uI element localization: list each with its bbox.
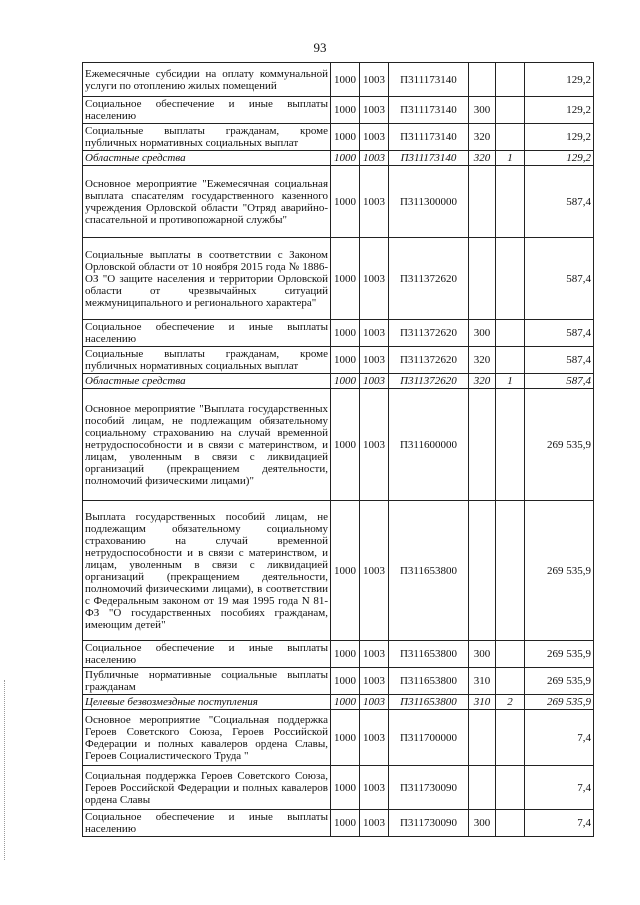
row-funding-source	[496, 766, 525, 810]
row-target-article: П311173140	[389, 97, 469, 124]
row-expense-type: 310	[469, 668, 496, 695]
row-amount: 587,4	[525, 320, 594, 347]
row-target-article: П311300000	[389, 166, 469, 238]
page-number: 93	[313, 40, 327, 55]
row-target-article: П311653800	[389, 501, 469, 641]
row-funding-source	[496, 501, 525, 641]
row-subsection-code: 1003	[360, 238, 389, 320]
row-target-article: П311653800	[389, 668, 469, 695]
row-section-code: 1000	[331, 238, 360, 320]
row-subsection-code: 1003	[360, 389, 389, 501]
row-expense-type	[469, 166, 496, 238]
row-expense-type	[469, 238, 496, 320]
row-amount: 269 535,9	[525, 668, 594, 695]
row-target-article: П311372620	[389, 238, 469, 320]
row-funding-source	[496, 63, 525, 97]
row-section-code: 1000	[331, 695, 360, 710]
table-row	[83, 166, 594, 238]
row-name: Социальное обеспечение и иные выплаты населению	[83, 810, 331, 837]
row-section-code: 1000	[331, 501, 360, 641]
row-target-article: П311730090	[389, 766, 469, 810]
table-row	[83, 97, 594, 124]
table-row	[83, 668, 594, 695]
row-funding-source: 2	[496, 695, 525, 710]
row-name: Целевые безвозмездные поступления	[83, 695, 331, 710]
row-name: Социальные выплаты гражданам, кроме публичных нормативных социальных выплат	[83, 347, 331, 374]
row-section-code: 1000	[331, 374, 360, 389]
row-section-code: 1000	[331, 124, 360, 151]
row-funding-source	[496, 710, 525, 766]
row-name: Социальная поддержка Героев Советского Союза, Героев Российской Федерации и полных кавалеров ордена Славы	[83, 766, 331, 810]
row-subsection-code: 1003	[360, 63, 389, 97]
row-target-article: П311653800	[389, 641, 469, 668]
row-section-code: 1000	[331, 668, 360, 695]
row-expense-type: 320	[469, 124, 496, 151]
row-section-code: 1000	[331, 641, 360, 668]
budget-table	[82, 62, 594, 837]
row-subsection-code: 1003	[360, 320, 389, 347]
row-funding-source: 1	[496, 151, 525, 166]
row-amount: 587,4	[525, 374, 594, 389]
row-target-article: П311700000	[389, 710, 469, 766]
table-row	[83, 766, 594, 810]
row-expense-type: 320	[469, 347, 496, 374]
table-row	[83, 374, 594, 389]
row-amount: 129,2	[525, 151, 594, 166]
table-row	[83, 641, 594, 668]
row-section-code: 1000	[331, 63, 360, 97]
row-subsection-code: 1003	[360, 151, 389, 166]
row-amount: 587,4	[525, 347, 594, 374]
row-subsection-code: 1003	[360, 641, 389, 668]
row-section-code: 1000	[331, 151, 360, 166]
row-funding-source	[496, 166, 525, 238]
row-name: Основное мероприятие "Выплата государственных пособий лицам, не подлежащим обязательному социальному страхованию на случай временной нетрудоспособности и в связи с материнством, и лицам, уволенным в связи с ликвидацией организаций (прекращением деятельности, полномочий физическими лицами)"	[83, 389, 331, 501]
row-section-code: 1000	[331, 97, 360, 124]
row-subsection-code: 1003	[360, 766, 389, 810]
row-expense-type: 300	[469, 641, 496, 668]
row-subsection-code: 1003	[360, 97, 389, 124]
table-row	[83, 810, 594, 837]
table-row	[83, 63, 594, 97]
table-row	[83, 695, 594, 710]
row-section-code: 1000	[331, 389, 360, 501]
row-name: Областные средства	[83, 374, 331, 389]
row-expense-type: 300	[469, 97, 496, 124]
row-expense-type	[469, 766, 496, 810]
row-amount: 269 535,9	[525, 641, 594, 668]
row-funding-source	[496, 238, 525, 320]
table-row	[83, 710, 594, 766]
row-target-article: П311372620	[389, 347, 469, 374]
table-row	[83, 124, 594, 151]
row-subsection-code: 1003	[360, 710, 389, 766]
row-funding-source	[496, 320, 525, 347]
row-name: Социальные выплаты гражданам, кроме публичных нормативных социальных выплат	[83, 124, 331, 151]
row-name: Социальные выплаты в соответствии с Законом Орловской области от 10 ноября 2015 года № 1886-ОЗ "О защите населения и территории Орловской области от чрезвычайных ситуаций межмуниципального и регионального характера"	[83, 238, 331, 320]
row-name: Социальное обеспечение и иные выплаты населению	[83, 97, 331, 124]
row-funding-source	[496, 97, 525, 124]
row-subsection-code: 1003	[360, 374, 389, 389]
row-expense-type	[469, 710, 496, 766]
row-section-code: 1000	[331, 347, 360, 374]
row-name: Публичные нормативные социальные выплаты гражданам	[83, 668, 331, 695]
row-section-code: 1000	[331, 320, 360, 347]
row-amount: 587,4	[525, 238, 594, 320]
row-expense-type: 320	[469, 374, 496, 389]
row-expense-type	[469, 389, 496, 501]
row-target-article: П311372620	[389, 320, 469, 347]
table-row	[83, 320, 594, 347]
row-amount: 7,4	[525, 766, 594, 810]
row-target-article: П311173140	[389, 63, 469, 97]
row-section-code: 1000	[331, 766, 360, 810]
row-section-code: 1000	[331, 710, 360, 766]
row-funding-source	[496, 389, 525, 501]
row-funding-source	[496, 668, 525, 695]
row-amount: 587,4	[525, 166, 594, 238]
row-target-article: П311653800	[389, 695, 469, 710]
row-section-code: 1000	[331, 166, 360, 238]
row-funding-source	[496, 810, 525, 837]
table-row	[83, 238, 594, 320]
row-subsection-code: 1003	[360, 166, 389, 238]
row-name: Социальное обеспечение и иные выплаты населению	[83, 320, 331, 347]
row-expense-type: 300	[469, 810, 496, 837]
row-target-article: П311173140	[389, 151, 469, 166]
row-subsection-code: 1003	[360, 124, 389, 151]
row-name: Основное мероприятие "Ежемесячная социальная выплата спасателям государственного казенного учреждения Орловской области "Отряд аварийно-спасательной и противопожарной службы"	[83, 166, 331, 238]
row-name: Основное мероприятие "Социальная поддержка Героев Советского Союза, Героев Российской Федерации и полных кавалеров ордена Славы, Героев Социалистического Труда "	[83, 710, 331, 766]
table-row	[83, 501, 594, 641]
row-subsection-code: 1003	[360, 810, 389, 837]
row-amount: 7,4	[525, 810, 594, 837]
row-expense-type: 300	[469, 320, 496, 347]
scan-margin-marks	[4, 680, 11, 860]
row-amount: 129,2	[525, 97, 594, 124]
row-amount: 129,2	[525, 124, 594, 151]
table-body	[83, 63, 594, 837]
row-target-article: П311173140	[389, 124, 469, 151]
table-row	[83, 151, 594, 166]
row-amount: 269 535,9	[525, 389, 594, 501]
row-target-article: П311372620	[389, 374, 469, 389]
row-amount: 7,4	[525, 710, 594, 766]
row-funding-source	[496, 641, 525, 668]
table-row	[83, 347, 594, 374]
row-subsection-code: 1003	[360, 695, 389, 710]
row-subsection-code: 1003	[360, 501, 389, 641]
row-expense-type: 310	[469, 695, 496, 710]
row-expense-type	[469, 63, 496, 97]
row-amount: 269 535,9	[525, 501, 594, 641]
row-target-article: П311730090	[389, 810, 469, 837]
row-amount: 269 535,9	[525, 695, 594, 710]
row-expense-type: 320	[469, 151, 496, 166]
table-row	[83, 389, 594, 501]
row-subsection-code: 1003	[360, 668, 389, 695]
row-name: Ежемесячные субсидии на оплату коммунальной услуги по отоплению жилых помещений	[83, 63, 331, 97]
row-subsection-code: 1003	[360, 347, 389, 374]
row-funding-source: 1	[496, 374, 525, 389]
row-name: Социальное обеспечение и иные выплаты населению	[83, 641, 331, 668]
row-expense-type	[469, 501, 496, 641]
row-name: Областные средства	[83, 151, 331, 166]
row-amount: 129,2	[525, 63, 594, 97]
row-funding-source	[496, 347, 525, 374]
row-target-article: П311600000	[389, 389, 469, 501]
row-funding-source	[496, 124, 525, 151]
row-section-code: 1000	[331, 810, 360, 837]
row-name: Выплата государственных пособий лицам, не подлежащим обязательному социальному страхованию на случай временной нетрудоспособности и в связи с материнством, и лицам, уволенным в связи с ликвидацией организаций (прекращением деятельности, полномочий физическими лицами), в соответствии с Федеральным законом от 19 мая 1995 года N 81-ФЗ "О государственных пособиях гражданам, имеющим детей"	[83, 501, 331, 641]
